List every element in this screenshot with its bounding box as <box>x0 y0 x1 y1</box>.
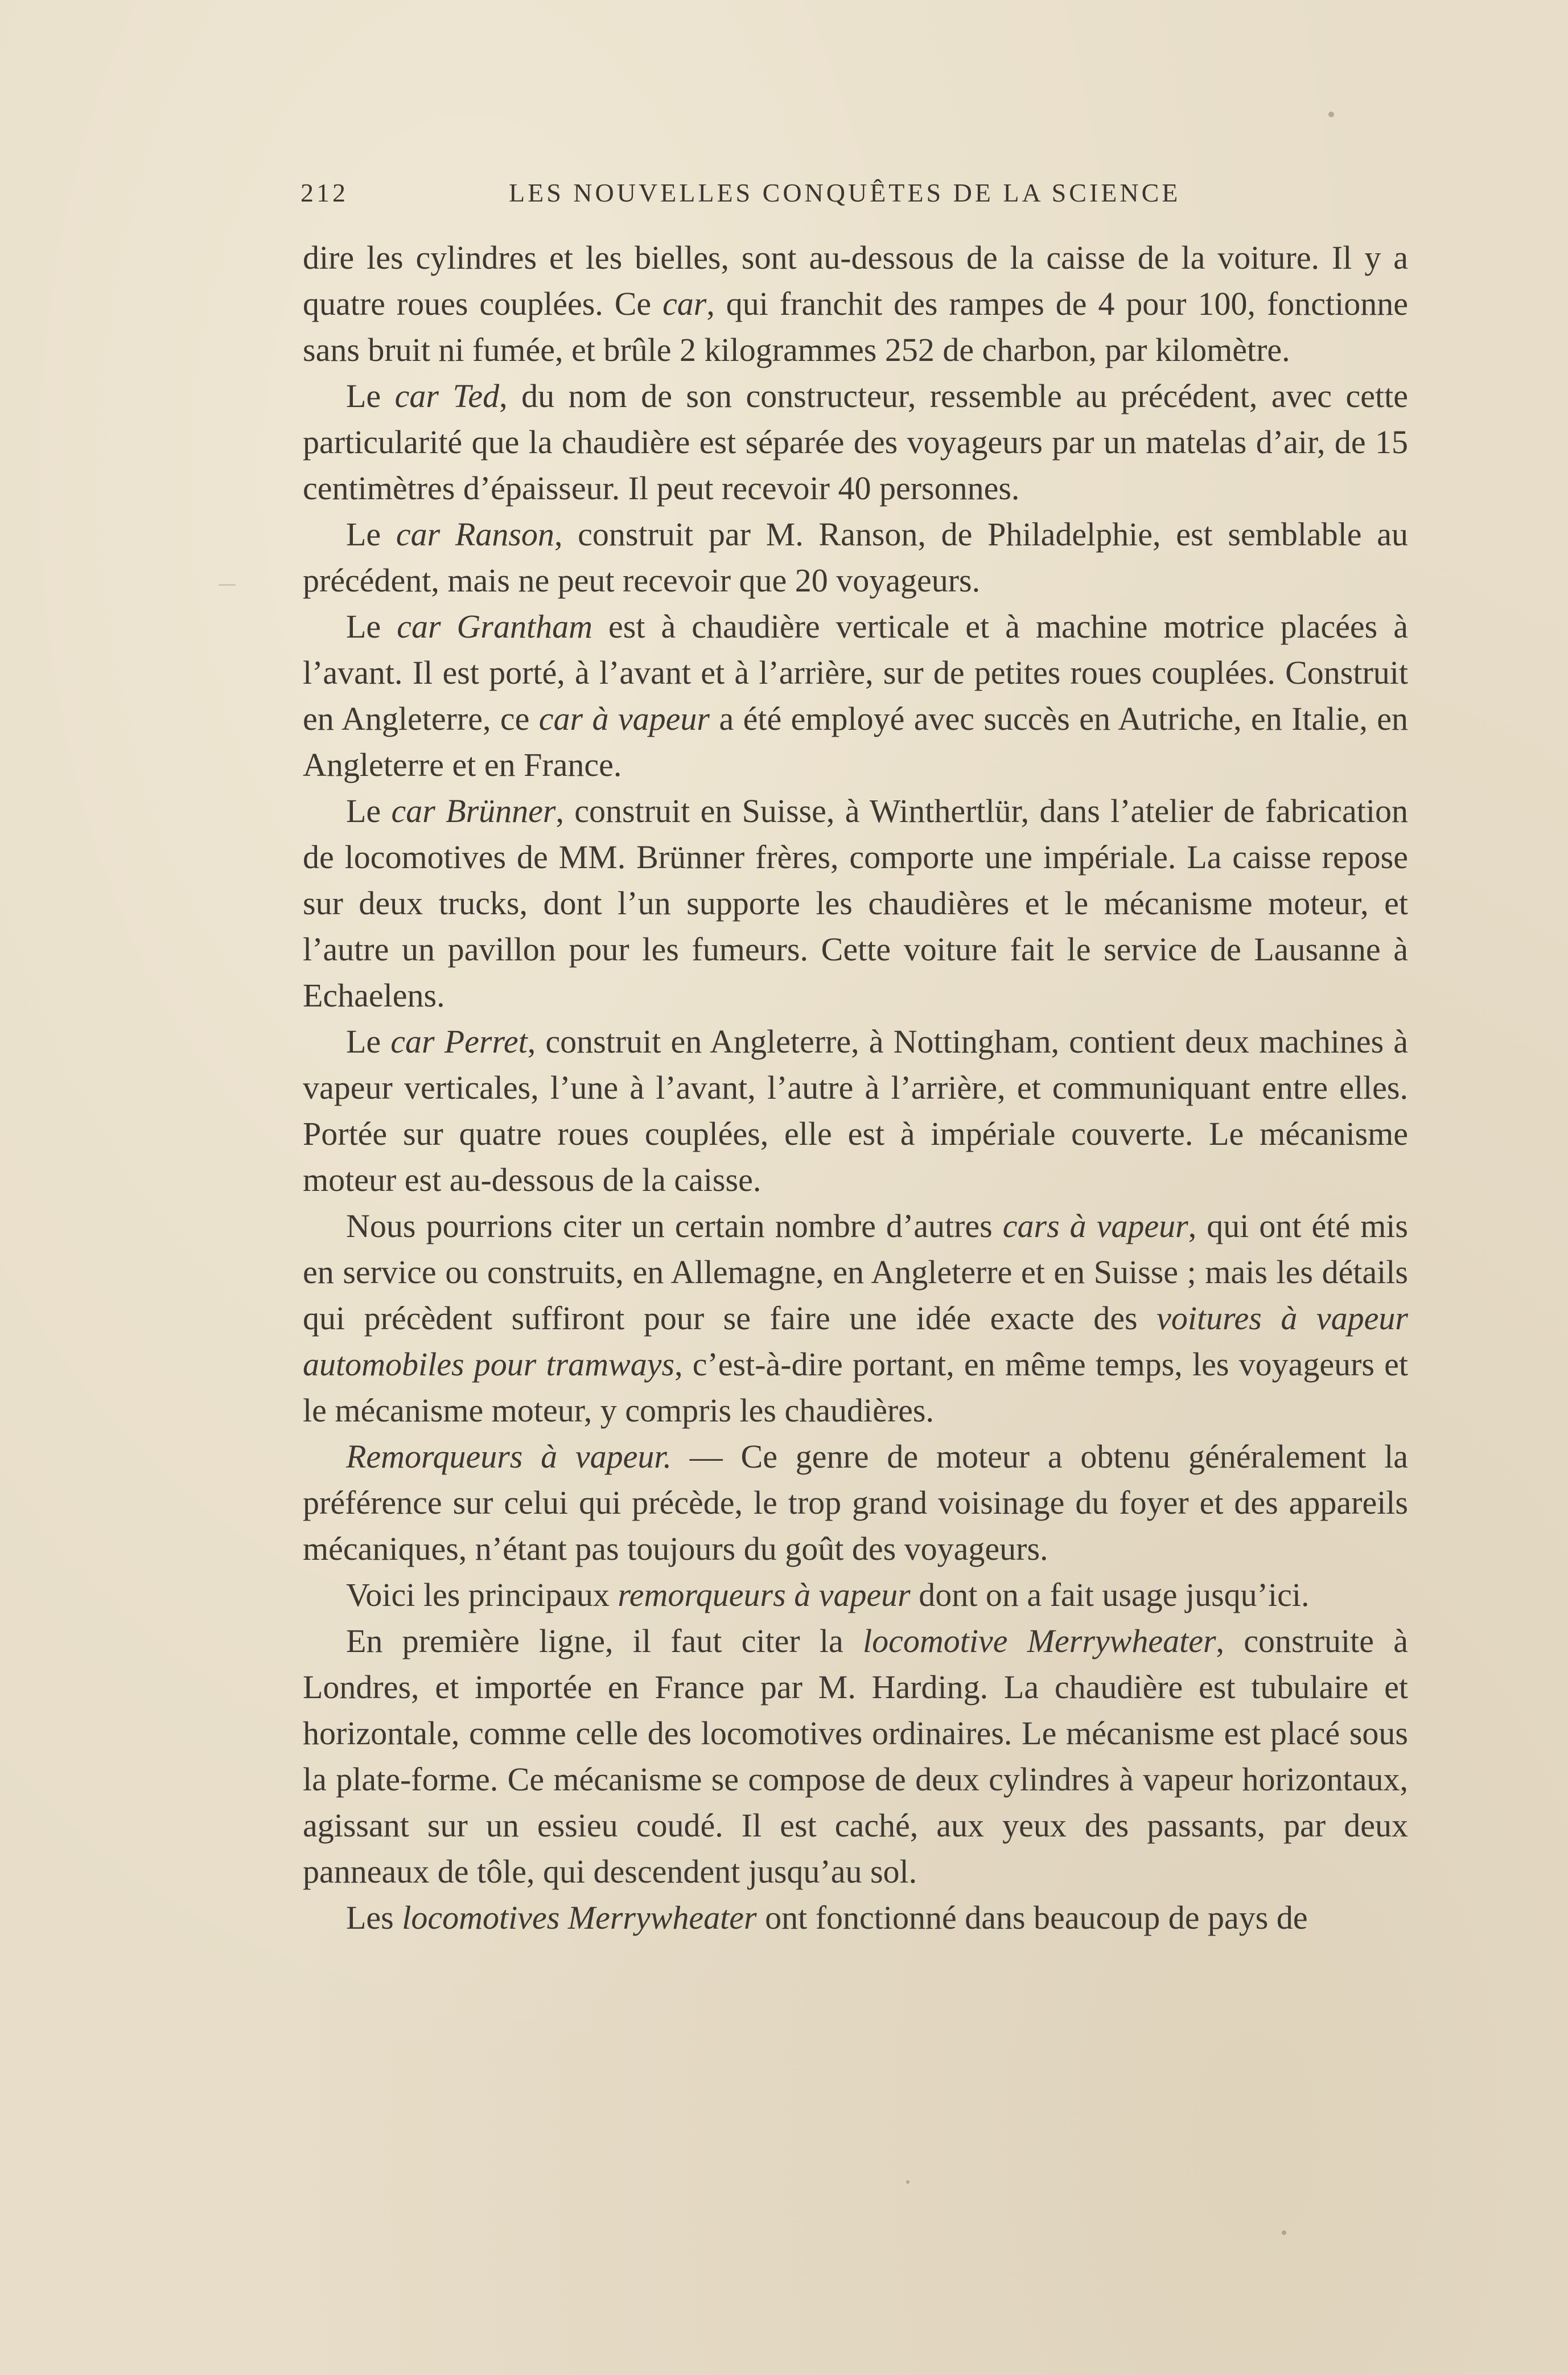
paragraph-remorqueurs <box>303 1433 1408 1572</box>
text-run: Le <box>346 792 392 829</box>
page-number: 212 <box>301 178 348 207</box>
text-run: Le <box>346 516 396 553</box>
paragraph-car-grantham <box>303 603 1408 788</box>
paragraph-car-brunner <box>303 788 1408 1018</box>
paper-speck <box>1328 112 1334 117</box>
paragraph-merrywheater <box>303 1618 1408 1895</box>
text-run: En première ligne, il faut citer la <box>346 1622 863 1659</box>
italic-run: car <box>662 285 707 322</box>
text-run: , qui franchit des rampes de 4 pour 100, fonctionne sans bruit ni fumée, et brûle 2 kilogrammes 252 de charbon, par kilomètre. <box>303 285 1408 368</box>
page-header <box>301 178 1410 212</box>
paper-speck <box>906 2180 909 2184</box>
text-run: , construit par M. Ranson, de Philadelphie, est semblable au précédent, mais ne peut recevoir que 20 voyageurs. <box>303 516 1408 599</box>
text-run: Les <box>346 1899 402 1936</box>
text-run: Voici les principaux <box>346 1576 618 1613</box>
text-run: Nous pourrions citer un certain nombre d’autres <box>346 1207 1003 1244</box>
italic-run: car Ranson <box>396 516 554 553</box>
text-run: dont on a fait usage jusqu’ici. <box>910 1576 1310 1613</box>
italic-run: car Brünner <box>391 792 556 829</box>
running-title: LES NOUVELLES CONQUÊTES DE LA SCIENCE <box>509 178 1181 207</box>
paragraph-car-ranson <box>303 511 1408 603</box>
italic-run: locomotives Merrywheater <box>402 1899 757 1936</box>
paragraph-principaux <box>303 1572 1408 1618</box>
paper-speck <box>219 584 236 586</box>
paragraph-car-ted <box>303 373 1408 511</box>
text-run: — Ce genre de moteur a obtenu généralement la préférence sur celui qui précède, le trop grand voisinage du foyer et des appareils mécaniques, n’étant pas toujours du goût des voyageurs. <box>303 1438 1408 1567</box>
text-run: ont fonctionné dans beaucoup de pays de <box>756 1899 1308 1936</box>
text-run: est à chaudière verticale et à machine motrice placées à l’avant. Il est porté, à l’avant et à l’arrière, sur de petites roues couplées. Construit en Angleterre, ce <box>303 608 1409 737</box>
italic-run: voitures à vapeur automobiles pour tramways <box>303 1300 1408 1383</box>
italic-run: car Ted <box>394 377 500 414</box>
text-run: , qui ont été mis en service ou construits, en Allemagne, en Angleterre et en Suisse ; mais les détails qui précèdent suffiront pour se faire une idée exacte des <box>303 1207 1408 1337</box>
text-run: Le <box>346 377 395 414</box>
text-run: Le <box>346 1023 391 1060</box>
text-run: dire les cylindres et les bielles, sont au-dessous de la caisse de la voiture. Il y a quatre roues couplées. Ce <box>303 239 1408 322</box>
text-run: , construite à Londres, et importée en France par M. Harding. La chaudière est tubulaire et horizontale, comme celle des locomotives ordinaires. Le mécanisme est placé sous la plate-forme. Ce mécanisme se compose de deux cylindres à vapeur horizontaux, agissant sur un essieu coudé. Il est caché, aux yeux des passants, par deux panneaux de tôle, qui descendent jusqu’au sol. <box>303 1622 1408 1890</box>
paragraph-continuation <box>303 235 1408 373</box>
text-run: , construit en Angleterre, à Nottingham, contient deux machines à vapeur verticales, l’une à l’avant, l’autre à l’arrière, et communiquant entre elles. Portée sur quatre roues couplées, elle est à impériale couverte. Le mécanisme moteur est au-dessous de la caisse. <box>303 1023 1409 1198</box>
text-run: , c’est-à-dire portant, en même temps, les voyageurs et le mécanisme moteur, y compris les chaudières. <box>303 1346 1409 1429</box>
italic-run: car Grantham <box>397 608 592 645</box>
section-heading-italic: Remorqueurs à vapeur. <box>346 1438 672 1475</box>
paragraph-merrywheater-2 <box>303 1895 1408 1941</box>
text-run: , construit en Suisse, à Winthertlür, dans l’atelier de fabrication de locomotives de MM. Brünner frères, comporte une impériale. La caisse repose sur deux trucks, dont l’un supporte les chaudières et le mécanisme moteur, et l’autre un pavillon pour les fumeurs. Cette voiture fait le service de Lausanne à Echaelens. <box>303 792 1408 1014</box>
text-run: , du nom de son constructeur, ressemble au précédent, avec cette particularité que la chaudière est séparée des voyageurs par un matelas d’air, de 15 centimètres d’épaisseur. Il peut recevoir 40 personnes. <box>303 377 1408 507</box>
italic-run: car à vapeur <box>538 700 710 737</box>
paper-speck <box>1282 2230 1286 2235</box>
italic-run: remorqueurs à vapeur <box>618 1576 911 1613</box>
text-run: Le <box>346 608 397 645</box>
text-run: a été employé avec succès en Autriche, en Italie, en Angleterre et en France. <box>303 700 1409 783</box>
body-text <box>303 235 1408 1941</box>
paragraph-other-cars <box>303 1203 1408 1433</box>
paragraph-car-perret <box>303 1018 1408 1203</box>
italic-run: locomotive Merrywheater <box>863 1622 1216 1659</box>
italic-run: car Perret <box>390 1023 528 1060</box>
italic-run: cars à vapeur <box>1002 1207 1188 1244</box>
